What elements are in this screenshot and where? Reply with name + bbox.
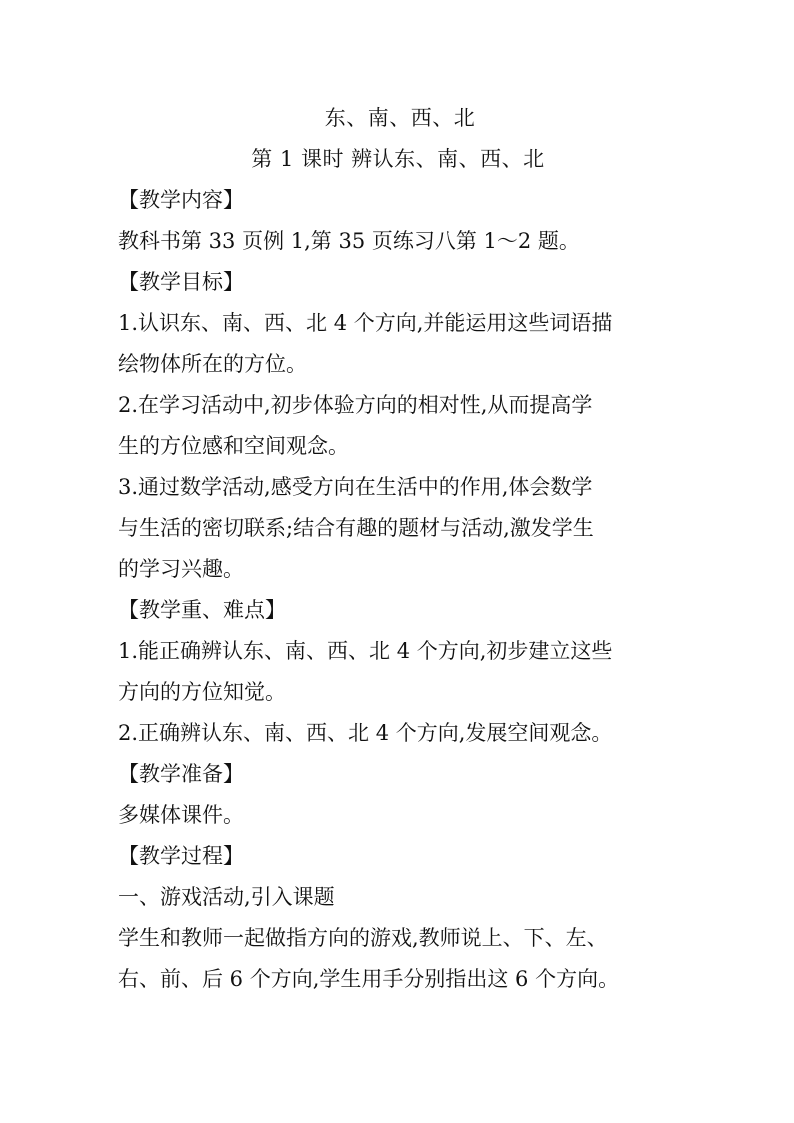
page-title: 东、南、西、北 [324, 106, 476, 130]
goal-2-line-1: 2.在学习活动中,初步体验方向的相对性,从而提高学 [118, 393, 593, 417]
goal-1-line-1: 1.认识东、南、西、北 4 个方向,并能运用这些词语描 [118, 311, 613, 335]
section-heading-process: 【教学过程】 [118, 844, 244, 868]
section-heading-preparation: 【教学准备】 [118, 762, 244, 786]
preparation-text: 多媒体课件。 [118, 803, 244, 827]
process-text-line-2: 右、前、后 6 个方向,学生用手分别指出这 6 个方向。 [118, 967, 620, 991]
process-step-1-title: 一、游戏活动,引入课题 [118, 885, 335, 909]
goal-3-line-2: 与生活的密切联系;结合有趣的题材与活动,激发学生 [118, 516, 594, 540]
content-text: 教科书第 33 页例 1,第 35 页练习八第 1～2 题。 [118, 229, 580, 253]
process-text-line-1: 学生和教师一起做指方向的游戏,教师说上、下、左、 [118, 926, 608, 950]
goal-1-line-2: 绘物体所在的方位。 [118, 352, 307, 376]
lesson-subtitle: 第 1 课时 辨认东、南、西、北 [251, 147, 545, 171]
key-point-2: 2.正确辨认东、南、西、北 4 个方向,发展空间观念。 [118, 721, 613, 745]
key-point-1-line-1: 1.能正确辨认东、南、西、北 4 个方向,初步建立这些 [118, 639, 613, 663]
key-point-1-line-2: 方向的方位知觉。 [118, 680, 286, 704]
section-heading-key-points: 【教学重、难点】 [118, 598, 286, 622]
section-heading-goals: 【教学目标】 [118, 270, 244, 294]
document-body [118, 98, 678, 1000]
goal-3-line-3: 的学习兴趣。 [118, 557, 244, 581]
section-heading-content: 【教学内容】 [118, 188, 244, 212]
goal-2-line-2: 生的方位感和空间观念。 [118, 434, 349, 458]
goal-3-line-1: 3.通过数学活动,感受方向在生活中的作用,体会数学 [118, 475, 593, 499]
